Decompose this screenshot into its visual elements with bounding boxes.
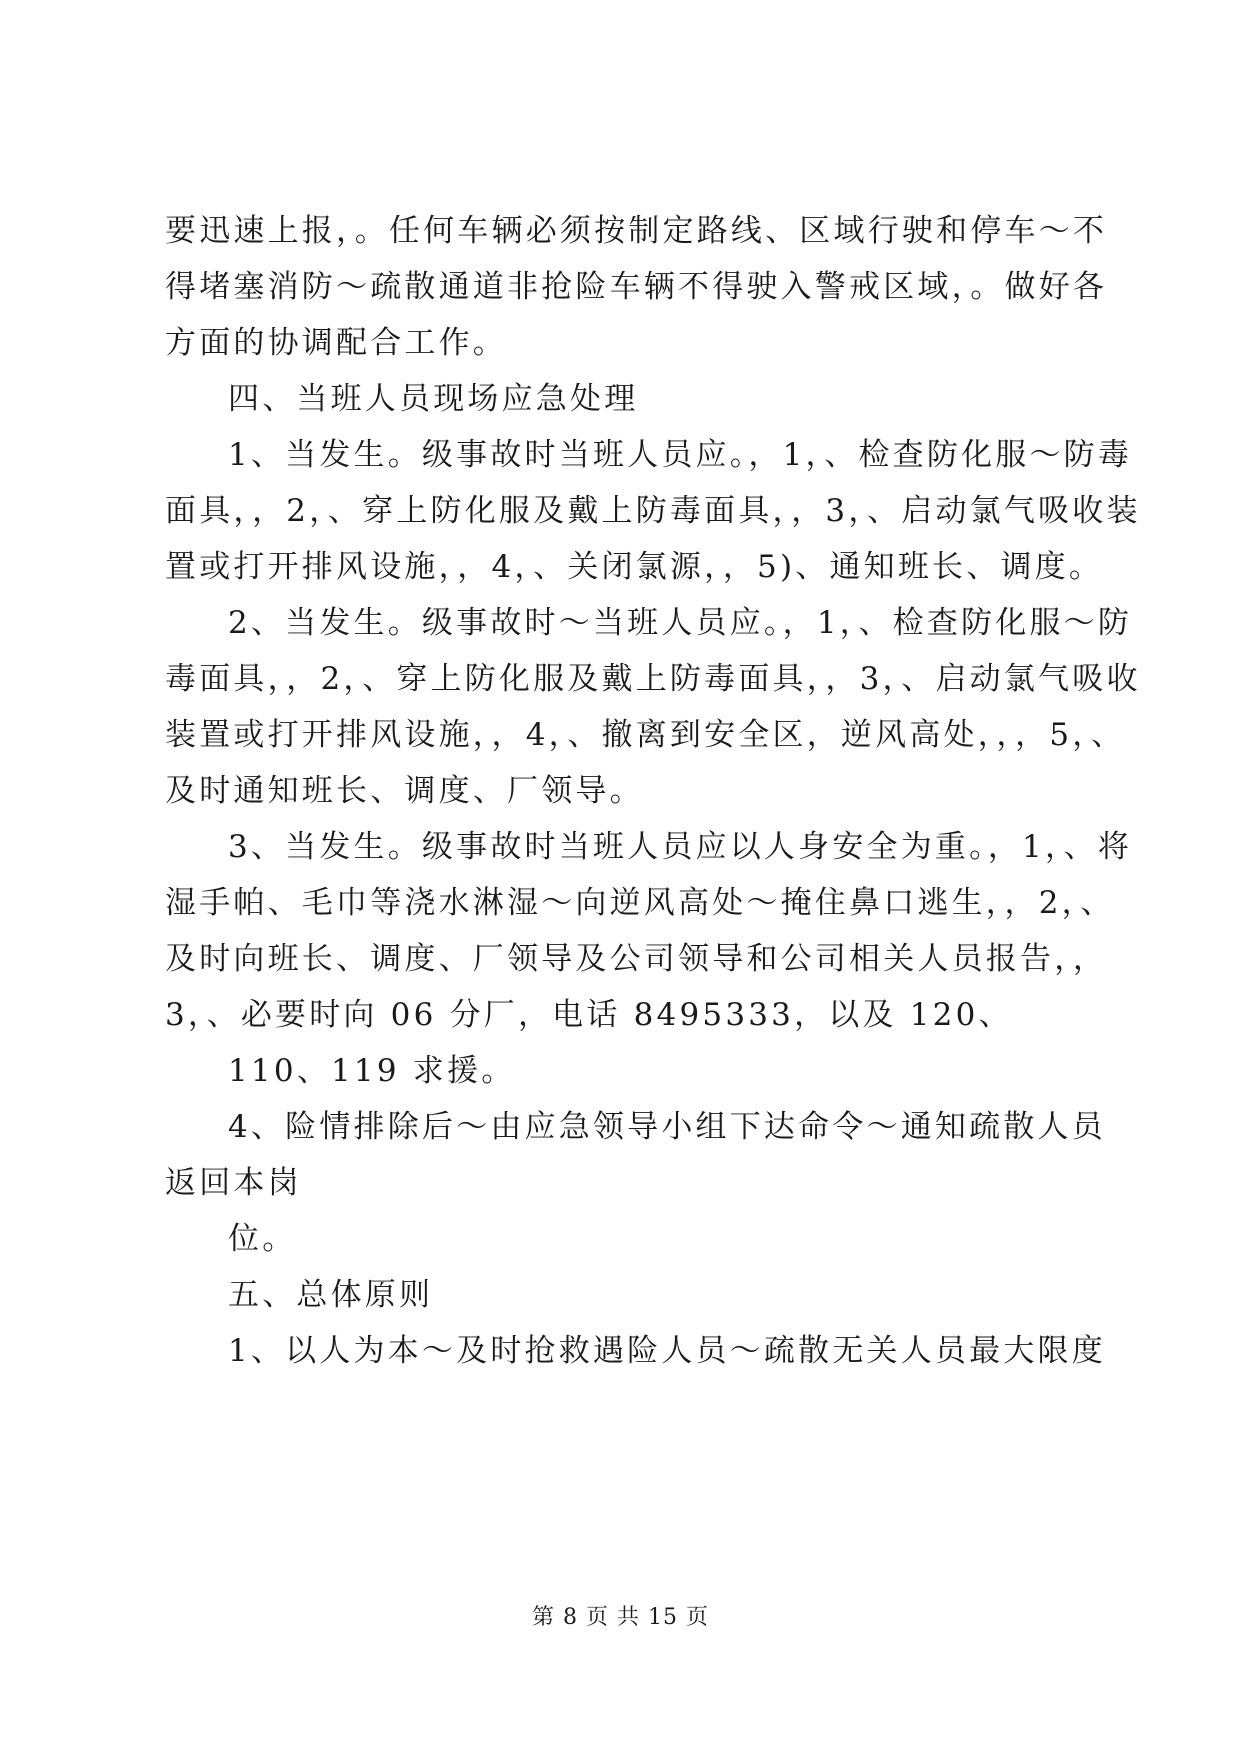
text-line: 及时向班长、调度、厂领导及公司领导和公司相关人员报告，，: [165, 941, 1108, 977]
text-line: 置或打开排风设施，，4，、关闭氯源，，5)、通知班长、调度。: [165, 549, 1104, 585]
page-number: 第 8 页 共 15 页: [532, 1605, 709, 1630]
text-line: 面具，，2，、穿上防化服及戴上防毒面具，，3，、启动氯气吸收装: [165, 493, 1141, 529]
text-line: 3，、必要时向 06 分厂，电话 8495333，以及 120、: [165, 997, 1013, 1033]
section-heading: 五、总体原则: [228, 1277, 434, 1313]
text-line: 1、当发生。级事故时当班人员应。，1，、检查防化服～防毒: [228, 437, 1133, 473]
text-line: 方面的协调配合工作。: [165, 325, 507, 361]
text-line: 110、119 求援。: [228, 1053, 516, 1089]
text-line: 毒面具，，2，、穿上防化服及戴上防毒面具，，3，、启动氯气吸收: [165, 661, 1141, 697]
text-line: 4、险情排除后～由应急领导小组下达命令～通知疏散人员: [228, 1109, 1106, 1145]
text-line: 得堵塞消防～疏散通道非抢险车辆不得驶入警戒区域，。做好各: [165, 269, 1108, 305]
text-line: 湿手帕、毛巾等浇水淋湿～向逆风高处～掩住鼻口逃生，，2，、: [165, 885, 1115, 921]
text-line: 返回本岗: [165, 1165, 302, 1201]
text-line: 要迅速上报，。任何车辆必须按制定路线、区域行驶和停车～不: [165, 213, 1108, 249]
section-heading: 四、当班人员现场应急处理: [228, 381, 639, 417]
text-line: 1、以人为本～及时抢救遇险人员～疏散无关人员最大限度: [228, 1333, 1106, 1369]
text-line: 2、当发生。级事故时～当班人员应。，1，、检查防化服～防: [228, 605, 1133, 641]
text-line: 位。: [228, 1221, 297, 1257]
text-line: 及时通知班长、调度、厂领导。: [165, 773, 644, 809]
text-line: 装置或打开排风设施，，4，、撤离到安全区，逆风高处，，，5，、: [165, 717, 1126, 753]
text-line: 3、当发生。级事故时当班人员应以人身安全为重。，1，、将: [228, 829, 1133, 865]
